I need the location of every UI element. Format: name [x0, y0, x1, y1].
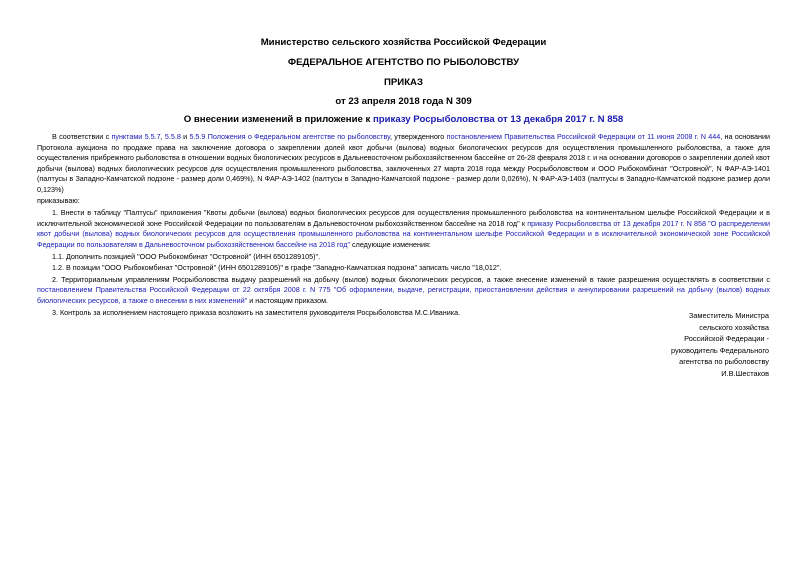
- link-5-5-8[interactable]: 5.5.8: [164, 132, 181, 141]
- agency-heading: ФЕДЕРАЛЬНОЕ АГЕНТСТВО ПО РЫБОЛОВСТВУ: [287, 57, 520, 68]
- doc-date-number: от 23 апреля 2018 года N 309: [335, 96, 472, 107]
- item-2-text-1: 2. Территориальным управлениям Росрыболовства выдачу разрешений на добычу (вылов) водных биологических ресурсов, а также внесение изменений в такие разрешения осуществлять в соответствии с: [52, 274, 770, 284]
- link-punkt-5-5-7[interactable]: пунктами 5.5.7: [111, 132, 161, 141]
- order-word: приказываю:: [37, 195, 80, 205]
- preamble-paragraph: [37, 132, 770, 196]
- doc-title-link[interactable]: приказу Росрыболовства от 13 декабря 2017 г. N 858: [372, 114, 624, 125]
- signature-line: Российской Федерации -: [684, 334, 769, 344]
- link-prikaz-858[interactable]: приказу Росрыболовства от 13 декабря 2017 г. N 858 "О распределении квот добычи (вылова) водных биологических ресурсов для осуществления промышленного рыболовства на континентальном шельфе Российской Федерации и в исключительной экономической зоне Российской Федерации по пользователям в Дальневосточном рыбохозяйственном бассейне на 2018 год": [37, 218, 770, 249]
- preamble-text-4: , утвержденного: [390, 132, 447, 141]
- ministry-heading: Министерство сельского хозяйства Российской Федерации: [260, 37, 547, 48]
- signature-line: руководитель Федерального: [671, 345, 769, 355]
- signature-line: Заместитель Министра: [688, 311, 769, 320]
- preamble-text-3: и: [180, 132, 190, 141]
- item-1-1-paragraph: 1.1. Дополнить позицией "ООО Рыбокомбинат "Островной" (ИНН 6501289105)".: [52, 251, 321, 261]
- signature-block: [629, 310, 769, 380]
- link-postanovlenie-775[interactable]: постановлением Правительства Российской Федерации от 22 октября 2008 г. N 775 "Об оформлении, выдаче, регистрации, приостановлении действия и аннулировании разрешений на добычу (вылов) водных биологических ресурсов, а также о внесении в них изменений": [37, 285, 770, 305]
- item-1-text-2: следующие изменения:: [350, 239, 431, 249]
- item-2-paragraph: [37, 275, 770, 307]
- signature-line: сельского хозяйства: [699, 322, 769, 332]
- item-1-text-1: 1. Внести в таблицу "Палтусы" приложения "Квоты добычи (вылова) водных биологических ресурсов для осуществления промышленного рыболовства на континентальном шельфе Российской Федерации и в исключительной экономической зоне Российской Федерации по пользователям в Дальневосточном рыбохозяйственном бассейне на 2018 год" к: [37, 208, 770, 228]
- signature-line: агентства по рыболовству: [679, 357, 769, 367]
- item-1-2-paragraph: 1.2. В позиции "ООО Рыбокомбинат "Островной" (ИНН 6501289105)" в графе "Западно-Камчатская подзона" записать число "18,012".: [52, 263, 502, 273]
- link-postanovlenie-444[interactable]: постановлением Правительства Российской Федерации от 11 июня 2008 г. N 444: [446, 132, 721, 141]
- doc-title-text: О внесении изменений в приложение к: [183, 114, 373, 125]
- item-2-text-2: и настоящим приказом.: [247, 295, 329, 305]
- signatory-name: И.В.Шестаков: [721, 368, 769, 378]
- preamble-text-1: В соответствии с: [52, 132, 112, 141]
- preamble-text-2: ,: [160, 132, 165, 141]
- link-5-5-9-polozheniya[interactable]: 5.5.9 Положения о Федеральном агентстве по рыболовству: [189, 132, 390, 141]
- doc-type-heading: ПРИКАЗ: [384, 77, 423, 88]
- preamble-text-5: , на основании Протокола аукциона по продаже права на заключение договора о закреплении долей квот добычи (вылова) водных биологических ресурсов для осуществления промышленного рыболовства, а также для осуществления прибрежного рыболовства в отношении водных биологических ресурсов в Дальневосточном рыбохозяйственном бассейне от 26-28 февраля 2018 г. и на основании договоров о закреплении долей квот добычи (вылова) водных биологических ресурсов для осуществления промышленного рыболовства, заключенных 27 марта 2018 года между Росрыболовством и ООО Рыбокомбинат "Островной", N ФАР-АЭ-1401 (палтусы в Западно-Камчатской подзоне - размер доли 0,469%), N ФАР-АЭ-1402 (палтусы в Западно-Камчатской подзоне - размер доли 0,026%), N ФАР-АЭ-1403 (палтусы в Западно-Камчатской подзоне размер доли 0,123%): [37, 132, 771, 194]
- item-3-paragraph: 3. Контроль за исполнением настоящего приказа возложить на заместителя руководителя Росрыболовства М.С.Иваника.: [52, 307, 461, 317]
- item-1-paragraph: [37, 208, 770, 250]
- doc-title: [0, 114, 807, 126]
- document-body: [37, 132, 770, 318]
